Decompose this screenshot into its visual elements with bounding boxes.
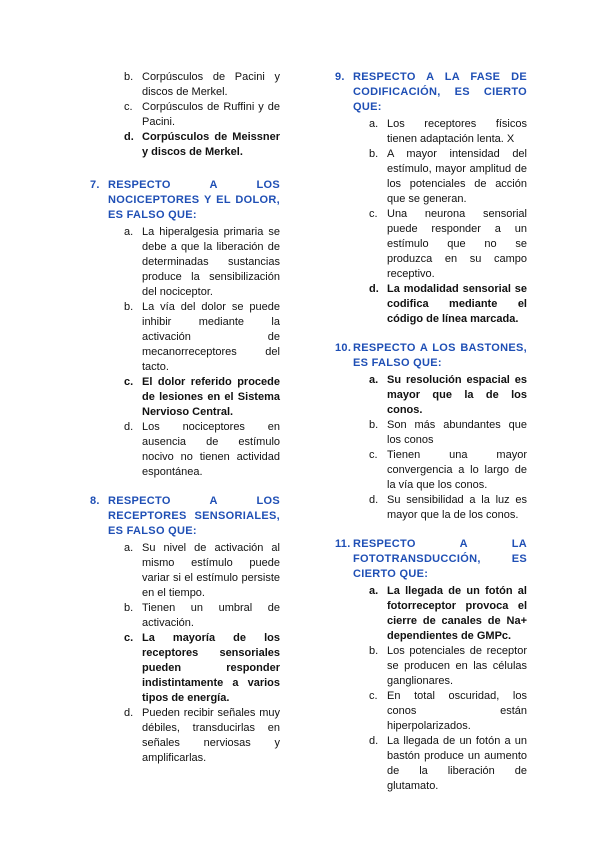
question-number: 11. [335, 538, 351, 550]
q10-option-c [369, 448, 527, 493]
q7-option-a [124, 225, 280, 300]
option-text: Corpúsculos de Meissner y discos de Merkel. [142, 131, 280, 158]
question-heading [335, 70, 527, 115]
option-letter: c. [369, 449, 378, 461]
question-6-continued-options [90, 70, 280, 160]
option-letter: a. [369, 585, 379, 597]
question-11 [335, 537, 527, 794]
option-letter: c. [124, 632, 134, 644]
option-text: Tienen un umbral de activación. [142, 602, 280, 629]
option-letter: b. [369, 645, 379, 657]
option-letter: a. [369, 374, 379, 386]
option-text: La vía del dolor se puede inhibir mediante la activación de mecanorreceptores del tacto. [142, 301, 280, 373]
question-number: 9. [335, 71, 345, 83]
option-letter: c. [124, 376, 134, 388]
q7-option-b [124, 300, 280, 375]
option-text: La modalidad sensorial se codifica mediante el código de línea marcada. [387, 283, 527, 325]
option-letter: d. [369, 283, 379, 295]
option-text: En total oscuridad, los conos están hiperpolarizados. [387, 690, 527, 732]
option-text: Una neurona sensorial puede responder a un estímulo que no se produzca en su campo receptivo. [387, 208, 527, 280]
question-text: RESPECTO A LOS RECEPTORES SENSORIALES, ES FALSO QUE: [108, 495, 280, 537]
option-letter: b. [124, 301, 134, 313]
q8-option-b [124, 601, 280, 631]
option-letter: d. [124, 421, 134, 433]
option-letter: a. [124, 226, 134, 238]
option-text: La mayoría de los receptores sensoriales pueden responder indistintamente a varios tipos de energía. [142, 632, 280, 704]
option-text: Tienen una mayor convergencia a lo largo de la vía que los conos. [387, 449, 527, 491]
q6-option-c [124, 100, 280, 130]
question-number: 7. [90, 179, 100, 191]
option-text: Corpúsculos de Ruffini y de Pacini. [142, 101, 280, 128]
q11-option-b [369, 644, 527, 689]
option-letter: b. [124, 602, 134, 614]
option-letter: d. [369, 735, 379, 747]
q6-option-d-correct [124, 130, 280, 160]
left-column [90, 70, 280, 780]
question-options [335, 373, 527, 523]
option-letter: b. [124, 71, 134, 83]
option-letter: a. [369, 118, 379, 130]
q8-option-d [124, 706, 280, 766]
q10-option-b [369, 418, 527, 448]
question-number: 8. [90, 495, 100, 507]
question-number: 10. [335, 342, 352, 354]
question-heading [335, 341, 527, 371]
option-text: El dolor referido procede de lesiones en el Sistema Nervioso Central. [142, 376, 280, 418]
option-letter: c. [369, 690, 378, 702]
option-letter: b. [369, 419, 379, 431]
option-letter: d. [124, 131, 134, 143]
q8-option-c-correct [124, 631, 280, 706]
question-8 [90, 494, 280, 766]
question-9 [335, 70, 527, 327]
question-7 [90, 178, 280, 480]
question-options [90, 225, 280, 480]
question-text: RESPECTO A LA FOTOTRANSDUCCIÓN, ES CIERTO QUE: [353, 538, 527, 580]
question-heading [90, 494, 280, 539]
q6-option-b [124, 70, 280, 100]
option-letter: b. [369, 148, 379, 160]
option-text: La hiperalgesia primaria se debe a que la liberación de determinadas sustancias produce la sensibilización del nociceptor. [142, 226, 280, 298]
q8-option-a [124, 541, 280, 601]
option-text: Los nociceptores en ausencia de estímulo nocivo no tienen actividad espontánea. [142, 421, 280, 478]
q9-option-a [369, 117, 527, 147]
option-letter: d. [369, 494, 379, 506]
right-column [335, 70, 527, 808]
q9-option-d-correct [369, 282, 527, 327]
option-letter: a. [124, 542, 134, 554]
question-options [335, 584, 527, 794]
option-letter: d. [124, 707, 134, 719]
option-letter: c. [124, 101, 133, 113]
question-text: RESPECTO A LOS NOCICEPTORES Y EL DOLOR, ES FALSO QUE: [108, 179, 280, 221]
q9-option-c [369, 207, 527, 282]
option-text: La llegada de un fotón al fotorreceptor provoca el cierre de canales de Na+ dependientes de GMPc. [387, 585, 527, 642]
option-text: Los receptores físicos tienen adaptación lenta. X [387, 118, 527, 145]
option-text: La llegada de un fotón a un bastón produce un aumento de la liberación de glutamato. [387, 735, 527, 792]
option-letter: c. [369, 208, 378, 220]
option-text: Su resolución espacial es mayor que la de los conos. [387, 374, 527, 416]
option-text: A mayor intensidad del estímulo, mayor amplitud de los potenciales de acción que se generan. [387, 148, 527, 205]
option-text: Su sensibilidad a la luz es mayor que la de los conos. [387, 494, 527, 521]
q11-option-c [369, 689, 527, 734]
question-10 [335, 341, 527, 523]
q9-option-b [369, 147, 527, 207]
question-options [90, 541, 280, 766]
option-text: Son más abundantes que los conos [387, 419, 527, 446]
option-text: Pueden recibir señales muy débiles, transducirlas en señales nerviosas y amplificarlas. [142, 707, 280, 764]
question-heading [335, 537, 527, 582]
option-text: Su nivel de activación al mismo estímulo puede variar si el estímulo persiste en el tiempo. [142, 542, 280, 599]
q10-option-d [369, 493, 527, 523]
question-heading [90, 178, 280, 223]
question-options [335, 117, 527, 327]
question-text: RESPECTO A LOS BASTONES, ES FALSO QUE: [353, 342, 527, 369]
q10-option-a-correct [369, 373, 527, 418]
q11-option-d [369, 734, 527, 794]
question-text: RESPECTO A LA FASE DE CODIFICACIÓN, ES CIERTO QUE: [353, 71, 527, 113]
q7-option-d [124, 420, 280, 480]
option-text: Corpúsculos de Pacini y discos de Merkel. [142, 71, 280, 98]
q11-option-a-correct [369, 584, 527, 644]
option-text: Los potenciales de receptor se producen en las células ganglionares. [387, 645, 527, 687]
q7-option-c-correct [124, 375, 280, 420]
